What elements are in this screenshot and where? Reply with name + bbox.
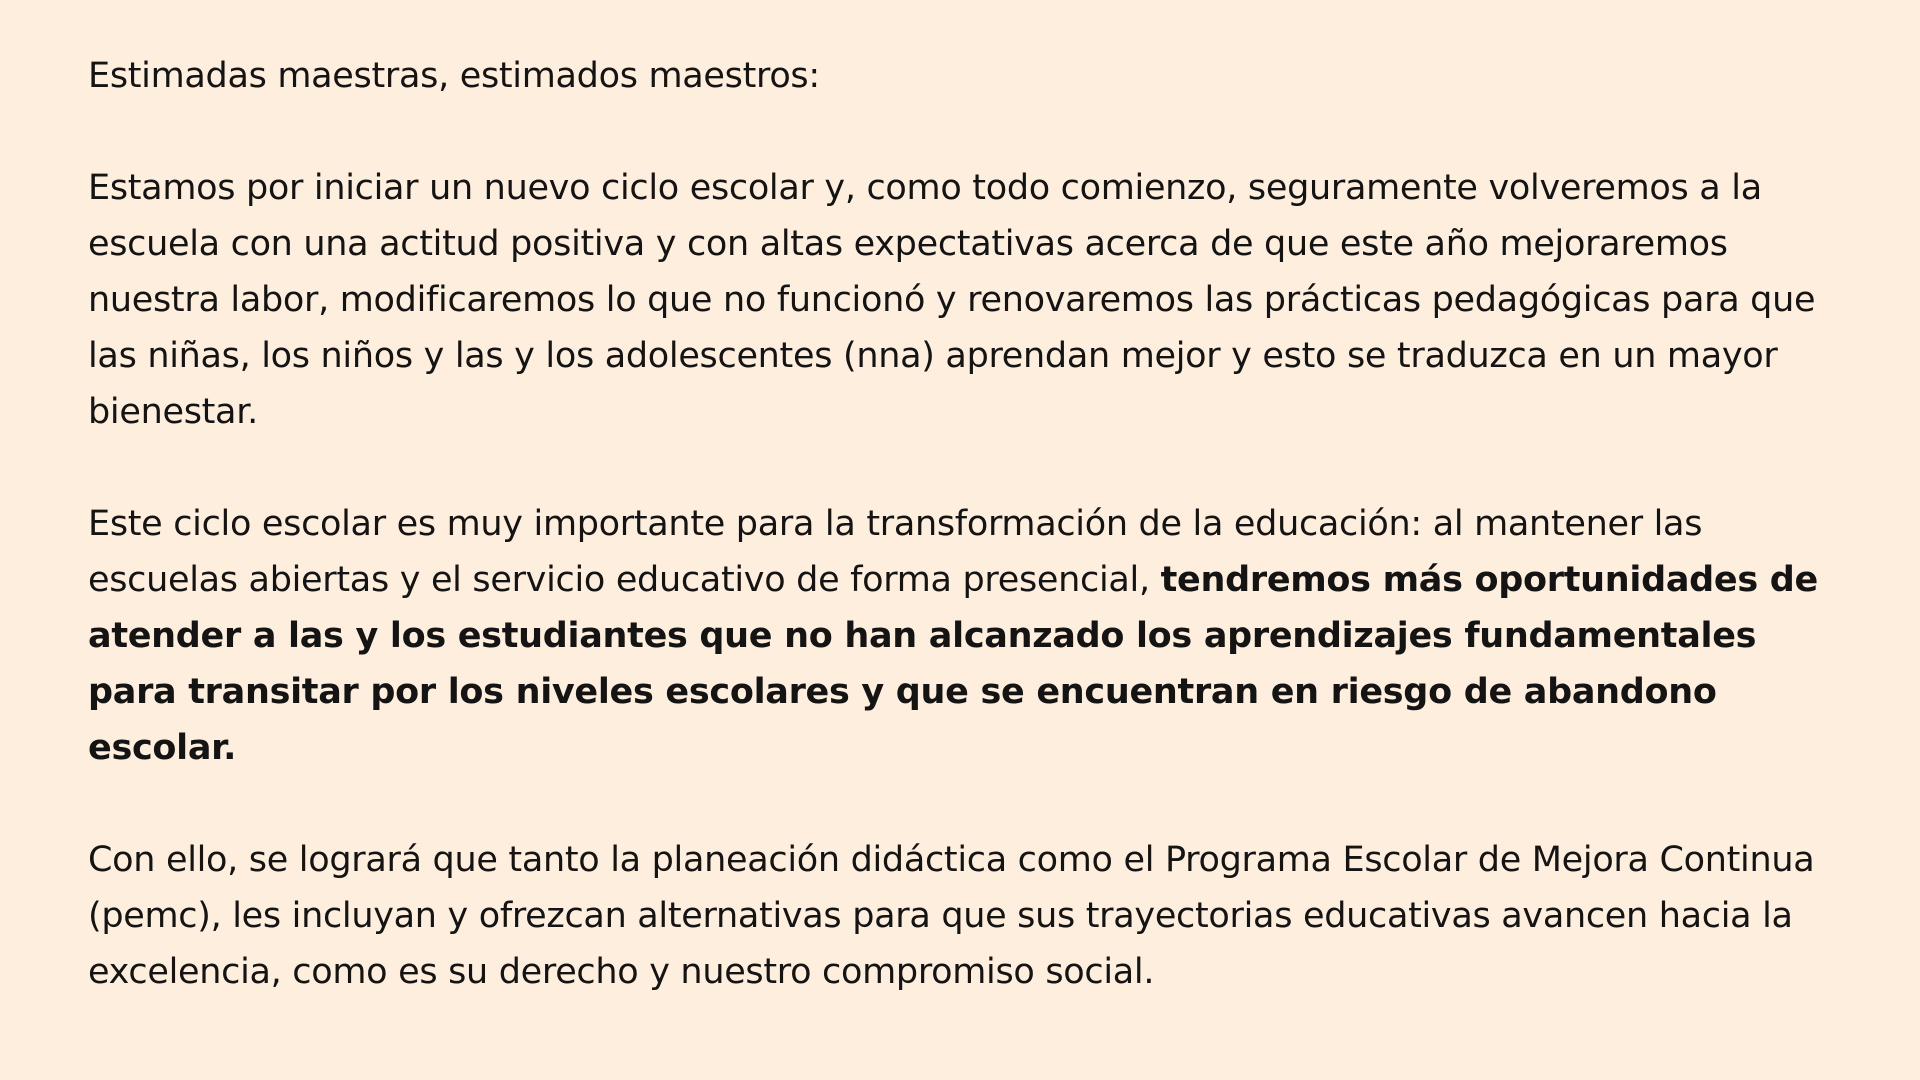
paragraph-intro: Estamos por iniciar un nuevo ciclo escolar y, como todo comienzo, seguramente volveremos a la escuela con una actitud positiva y con altas expectativas acerca de que este año mejoraremos nuestra labor, modificaremos lo que no funcionó y renovaremos las prácticas pedagógicas para que las niñas, los niños y las y los adolescentes (nna) aprendan mejor y esto se traduzca en un mayor bienestar. [88, 168, 1816, 432]
paragraph-conclusion: Con ello, se logrará que tanto la planeación didáctica como el Programa Escolar de Mejora Continua (pemc), les incluyan y ofrezcan alternativas para que sus trayectorias educativas avancen hacia la excelencia, como es su derecho y nuestro compromiso social. [88, 840, 1815, 992]
greeting: Estimadas maestras, estimados maestros: [88, 56, 820, 96]
paragraph-importance [88, 496, 1832, 776]
paragraph-importance-regular: Este ciclo escolar es muy importante para la transformación de la educación: al mantener las escuelas abiertas y el servicio educativo de forma presencial, [88, 504, 1703, 600]
paragraph-importance-emphasis: tendremos más oportunidades de atender a las y los estudiantes que no han alcanzado los aprendizajes fundamentales para transitar por los niveles escolares y que se encuentran en riesgo de abandono escolar. [88, 560, 1818, 768]
